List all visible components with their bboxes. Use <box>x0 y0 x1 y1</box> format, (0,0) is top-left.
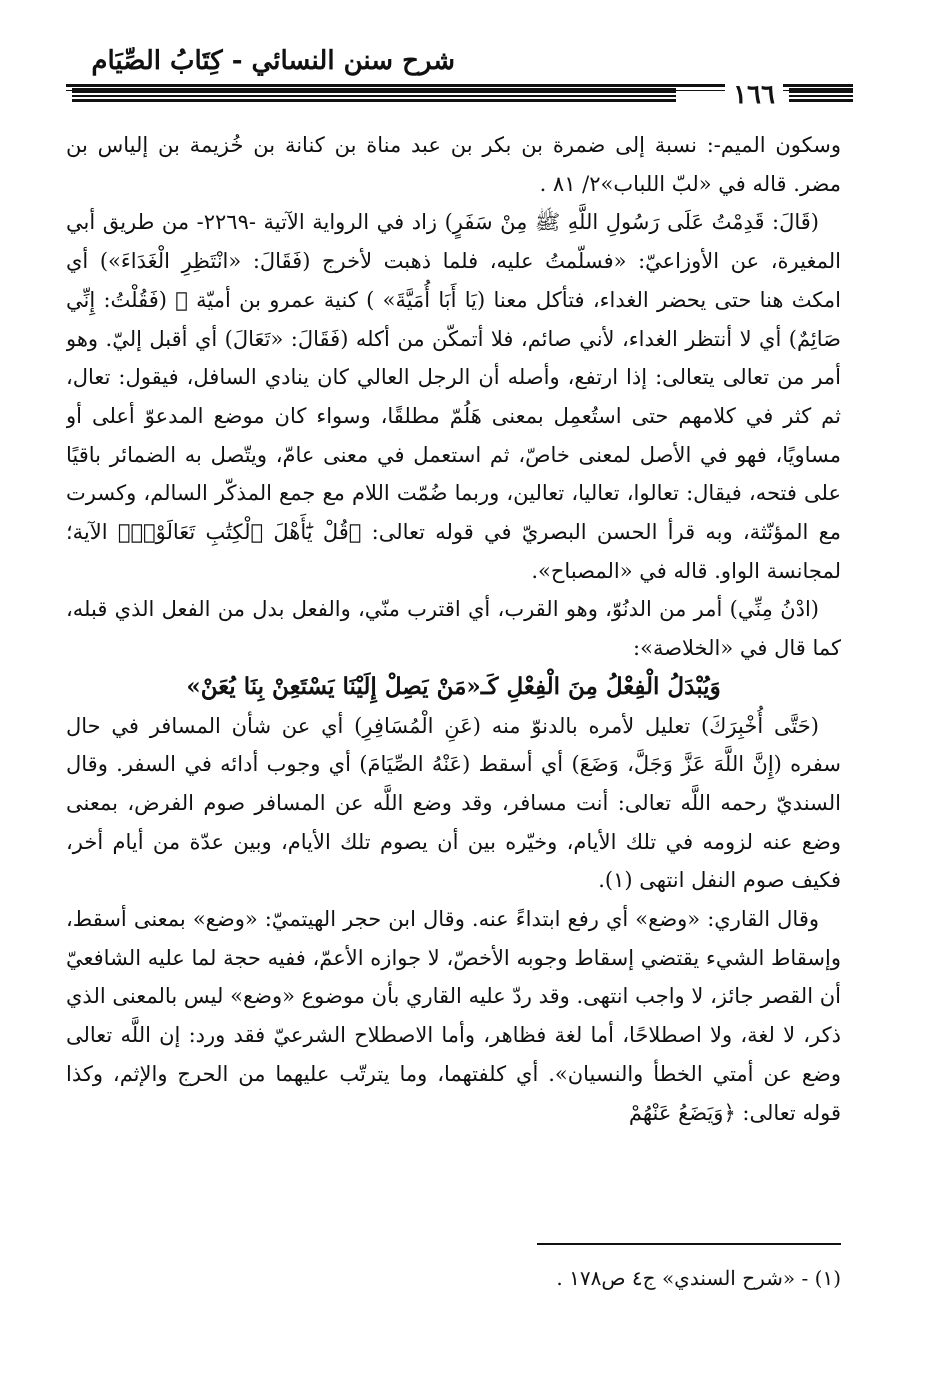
running-title: شرح سنن النسائي - كِتَابُ الصِّيَام <box>91 46 455 76</box>
footnote: (١) - «شرح السندي» ج٤ ص١٧٨ . <box>556 1266 841 1290</box>
paragraph-3: (ادْنُ مِنِّي) أمر من الدنُوّ، وهو القرب، أي اقترب منّي، والفعل بدل من الفعل الذي قبله، كما قال في «الخلاصة»: <box>66 597 841 661</box>
page-number: ١٦٦ <box>725 80 783 110</box>
body-text <box>66 126 841 1230</box>
footnote-rule <box>537 1243 841 1245</box>
poetry-verse: وَيُبْدَلُ الْفِعْلُ مِنَ الْفِعْلِ كَـ«مَنْ يَصِلْ إِلَيْنَا يَسْتَعِنْ بِنَا يُعَنْ» <box>186 672 721 700</box>
paragraph-4: (حَتَّى أُخْبِرَكَ) تعليل لأمره بالدنوّ منه (عَنِ الْمُسَافِرِ) أي عن شأن المسافر في حال سفره (إِنَّ اللَّهَ عَزَّ وَجَلَّ، وَضَعَ) أي أسقط (عَنْهُ الصِّيَامَ) أي وجوب أدائه في السفر. وقال السنديّ رحمه اللَّه تعالى: أنت مسافر، وقد وضع اللَّه عن المسافر صوم الفرض، بمعنى وضع عنه لزومه في تلك الأيام، وخيّره بين أن يصوم تلك الأيام، وبين عدّة من أيام أخر، فكيف صوم النفل انتهى (١). <box>66 713 841 893</box>
page-header <box>66 44 853 108</box>
paragraph-1: وسكون الميم-: نسبة إلى ضمرة بن بكر بن عبد مناة بن كنانة بن خُزيمة بن إلياس بن مضر. قاله في «لبّ اللباب»٢/ ٨١ . <box>66 133 841 196</box>
paragraph-2: (قَالَ: قَدِمْتُ عَلَى رَسُولِ اللَّهِ ﷺ مِنْ سَفَرٍ) زاد في الرواية الآتية -٢٢٦٩- من طريق أبي المغيرة، عن الأوزاعيّ: «فسلّمتُ عليه، فلما ذهبت لأخرج (فَقَالَ: «انْتَظِرِ الْغَدَاءَ») أي امكث هنا حتى يحضر الغداء، فتأكل معنا (يَا أَبَا أُمَيَّةَ» ) كنية عمرو بن أميّة ﷺ (فَقُلْتُ: إِنِّي صَائِمٌ) أي لا أنتظر الغداء، لأني صائم، فلا أتمكّن من أكله (فَقَالَ: «تَعَالَ) أي أقبل إليّ. وهو أمر من تعالى يتعالى: إذا ارتفع، وأصله أن الرجل العالي كان ينادي السافل، فيقول: تعال، ثم كثر في كلامهم حتى استُعمِل بمعنى هَلُمّ مطلقًا، وسواء كان موضع المدعوّ أعلى أو مساويًا، فهو في الأصل لمعنى خاصّ، ثم استعمل في معنى عامّ، ويتّصل به الضمائر باقيًا على فتحه، فيقال: تعالوا، تعاليا، تعالين، وربما ضُمّت اللام مع جمع المذكّر السالم، وكسرت مع المؤنّثة، وبه قرأ الحسن البصريّ في قوله تعالى: ﴿قُلْ يَٰٓأَهْلَ ٱلْكِتَٰبِ تَعَالَوْا۟﴾ الآية؛ لمجانسة الواو. قاله في «المصباح». <box>66 210 841 583</box>
paragraph-5: وقال القاري: «وضع» أي رفع ابتداءً عنه. وقال ابن حجر الهيتميّ: «وضع» بمعنى أسقط، وإسقاط الشيء يقتضي إسقاط وجوبه الأخصّ، لا جوازه الأعمّ، ففيه حجة لما عليه الشافعيّ أن القصر جائز، لا واجب انتهى. وقد ردّ عليه القاري بأن موضوع «وضع» ليس بالمعنى الذي ذكر، لا لغة، ولا اصطلاحًا، أما لغة فظاهر، وأما الاصطلاح الشرعيّ فقد ورد: إن اللَّه تعالى وضع عن أمتي الخطأ والنسيان». أي كلفتهما، وما يترتّب عليهما من الحرج والإثم، وكذا قوله تعالى: ﴿وَيَضَعُ عَنْهُمْ <box>66 907 841 1125</box>
header-ornament-bar-right <box>789 88 853 102</box>
header-ornament-bar-left <box>72 88 676 102</box>
